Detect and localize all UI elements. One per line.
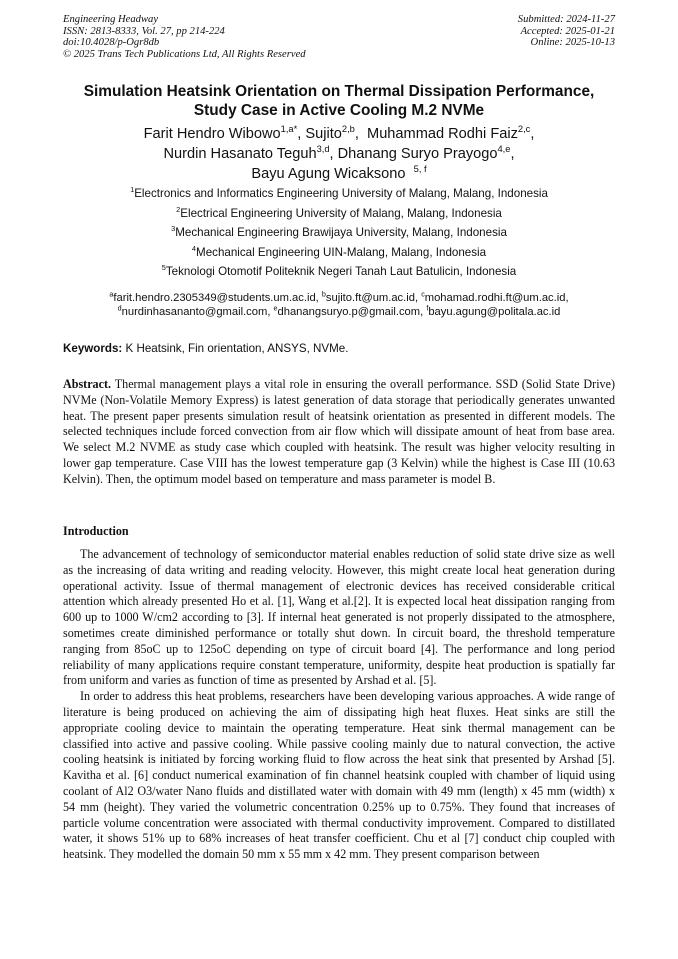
section-heading-introduction: Introduction <box>63 524 129 538</box>
author-affiliation-mark: 2,c <box>517 124 531 135</box>
affiliation-number: 3 <box>171 224 176 234</box>
submitted-date: Submitted: 2024-11-27 <box>517 14 615 25</box>
accepted-date: Accepted: 2025-01-21 <box>520 25 615 37</box>
author-name: Sujito <box>305 126 342 142</box>
introduction-body <box>63 547 615 863</box>
affiliation-text: Mechanical Engineering UIN-Malang, Malang, Indonesia <box>196 245 487 259</box>
keywords <box>63 342 348 355</box>
affiliation <box>40 184 638 204</box>
affiliation-number: 5 <box>161 263 166 273</box>
affiliation-number: 1 <box>130 185 135 195</box>
email-address[interactable]: sujito.ft@um.ac.id, <box>325 292 422 304</box>
affiliation-number: 4 <box>191 243 197 253</box>
affiliation <box>40 243 638 263</box>
affiliation <box>40 262 638 282</box>
author-affiliation-mark: 1,a* <box>280 124 298 135</box>
affiliation-list <box>40 184 638 282</box>
email-address[interactable]: mohamad.rodhi.ft@um.ac.id, <box>424 292 569 304</box>
email-address[interactable]: dhanangsuryo.p@gmail.com, <box>277 305 427 318</box>
online-date: Online: 2025-10-13 <box>530 37 615 49</box>
email-line <box>40 292 638 306</box>
email-mark: a <box>109 290 114 299</box>
author-affiliation-mark: 3,d <box>316 144 330 155</box>
paper-title-line: Study Case in Active Cooling M.2 NVMe <box>193 102 485 119</box>
affiliation-number: 2 <box>176 204 181 214</box>
paragraph: The advancement of technology of semiconductor material enables reduction of solid state drive size as well as the increasing of data writing and reading velocity. However, this might create local heat generation during operational activity. Issue of thermal management of electronic devices has received considerable critical attention which already presented Ho et al. [1], Wang et al.[2]. It is expected local heat dissipation ranging from 600 up to 1000 W/cm2 according to [3]. If internal heat generated is not properly dissipated to the atmosphere, sometimes create diminished performance or totally shut down. In circuit board, the threshold temperature ranging from 85oC up to 125oC depending on type of circuit board [4]. The performance and long period reliability of many applications require constant temperature, uniformity, despite heat production is spatially far from uniform and varies as function of time as presented by Arshad et al. [5]. <box>63 547 615 688</box>
affiliation-text: Electrical Engineering University of Malang, Malang, Indonesia <box>180 206 502 220</box>
affiliation <box>40 223 638 243</box>
affiliation <box>40 204 638 224</box>
author-affiliation-mark: 2,b <box>341 124 355 135</box>
email-mark: b <box>321 290 326 299</box>
paragraph: In order to address this heat problems, researchers have been developing various approaches. A wide range of literature is being produced on achieving the aim of dissipating high heat fluxes. Heat sinks are still the appropriate cooling device to maintain the operating temperature. Heat sink thermal management can be classified into active and passive cooling. While passive cooling mainly due to natural convection, the active cooling heatsink is initiated by forcing working fluid to flow across the heat sink that presented by Arshad [5]. Kavitha et al. [6] conduct numerical examination of fin channel heatsink coupled with chamber of liquid using coolant of Al2 O3/water Nano fluids and distillated water with domain with 49 mm (length) x 45 mm (width) x 54 mm (height). They varied the volumetric concentration 0.25% up to 0.75%. They found that increases of particle volume concentration were associated with thermal conductivity improvement. Compared to distillated water, it shows 51% up to 68% increases of heat transfer coefficient. Chu et al [7] conduct chip coupled with heatsink. They modelled the domain 50 mm x 55 mm x 42 mm. They present comparison between <box>63 689 615 862</box>
affiliation-text: Mechanical Engineering Brawijaya University, Malang, Indonesia <box>175 226 507 239</box>
email-list <box>40 292 638 319</box>
email-mark: f <box>426 303 429 312</box>
author-line <box>40 164 638 184</box>
email-mark: d <box>117 303 122 312</box>
email-line <box>40 303 638 320</box>
email-address[interactable]: nurdinhasananto@gmail.com, <box>121 305 274 318</box>
email-mark: e <box>273 303 278 312</box>
abstract-text: Thermal management plays a vital role in ensuring the overall performance. SSD (Solid State Drive) NVMe (Non-Volatile Memory Express) is latest generation of data storage that periodically generates unwanted heat. The present paper presents simulation result of heatsink orientation as presented in different models. The selected techniques include forced convection from air flow which will dissipate amount of heat from base area. We select M.2 NVME as study case which coupled with heatsink. The result was higher velocity resulting in lower gap temperature. Case VIII has the lowest temperature gap (3 Kelvin) while the highest is Case III (10.63 Kelvin). Then, the optimum model based on temperature and mass parameter is model B. <box>63 377 615 486</box>
affiliation-text: Electronics and Informatics Engineering University of Malang, Malang, Indonesia <box>134 187 548 200</box>
paper-title-line: Simulation Heatsink Orientation on Thermal Dissipation Performance, <box>83 83 595 100</box>
abstract <box>63 377 615 488</box>
journal-issn: ISSN: 2813-8333, Vol. 27, pp 214-224 <box>63 25 225 37</box>
journal-name: Engineering Headway <box>63 14 159 25</box>
author-name: Dhanang Suryo Prayogo <box>337 146 498 162</box>
author-name: Bayu Agung Wicaksono <box>251 166 406 182</box>
author-affiliation-mark: 5, f <box>413 164 427 175</box>
author-line: Nurdin Hasanato Teguh$^{3,d}$, Dhanang Suryo Prayogo$^{4,e}$, <box>163 144 515 162</box>
author-name: Farit Hendro Wibowo <box>143 126 281 142</box>
email-address[interactable]: farit.hendro.2305349@students.um.ac.id, <box>113 292 322 304</box>
keywords-label: Keywords: <box>63 342 123 355</box>
author-line: Farit Hendro Wibowo$^{1,a*}$, Sujito$^{2,b}$, Muhammad Rodhi Faiz$^{2,c}$, <box>143 124 535 142</box>
email-mark: c <box>421 290 425 299</box>
author-name: Muhammad Rodhi Faiz <box>367 126 518 142</box>
journal-info <box>63 14 306 60</box>
affiliation-text: Teknologi Otomotif Politeknik Negeri Tanah Laut Batulicin, Indonesia <box>165 265 517 278</box>
email-address[interactable]: bayu.agung@politala.ac.id <box>428 305 561 318</box>
abstract-label: Abstract. <box>63 377 112 391</box>
author-affiliation-mark: 4,e <box>497 144 511 155</box>
author-list <box>40 124 638 184</box>
author-name: Nurdin Hasanato Teguh <box>163 146 317 162</box>
paper-title <box>40 82 638 120</box>
journal-doi: doi:10.4028/p-Ogr8db <box>63 37 160 49</box>
keywords-text: K Heatsink, Fin orientation, ANSYS, NVMe. <box>122 342 349 355</box>
journal-copyright: © 2025 Trans Tech Publications Ltd, All Rights Reserved <box>63 48 306 60</box>
submission-dates <box>518 14 615 49</box>
